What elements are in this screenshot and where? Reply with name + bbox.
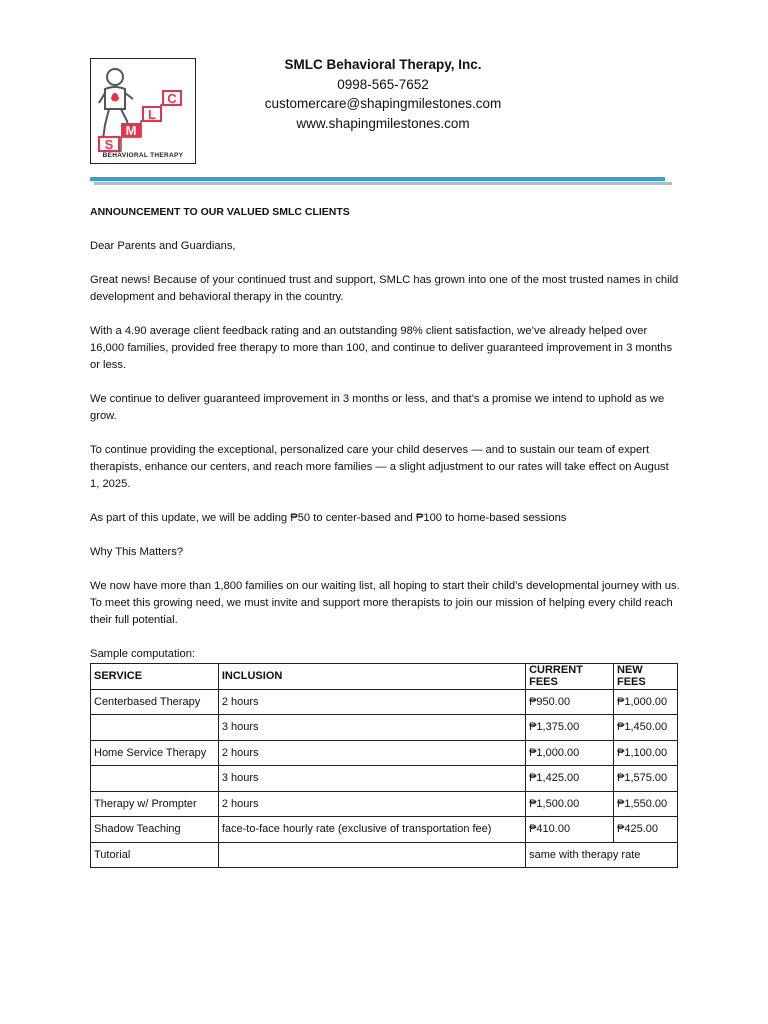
header-divider-blue (90, 177, 665, 181)
cell-inclusion: 2 hours (218, 791, 525, 817)
logo-caption: BEHAVIORAL THERAPY (102, 152, 184, 159)
cell-service (91, 715, 219, 741)
cell-service: Therapy w/ Prompter (91, 791, 219, 817)
cell-new-fee: ₱1,100.00 (614, 740, 678, 766)
header-inclusion: INCLUSION (218, 664, 525, 690)
cell-new-fee: ₱1,000.00 (614, 689, 678, 715)
cell-inclusion: 2 hours (218, 689, 525, 715)
cell-current-fee: ₱1,500.00 (526, 791, 614, 817)
logo-letter-l: L (148, 107, 156, 122)
company-phone: 0998-565-7652 (337, 76, 429, 92)
table-row (91, 791, 678, 817)
cell-service: Home Service Therapy (91, 740, 219, 766)
header-service: SERVICE (91, 664, 219, 690)
cell-inclusion: 2 hours (218, 740, 525, 766)
paragraph-growth: Great news! Because of your continued trust and support, SMLC has grown into one of the most trusted names in child development and behavioral therapy in the country. (90, 274, 679, 303)
salutation: Dear Parents and Guardians, (90, 240, 236, 252)
cell-new-fee: ₱1,575.00 (614, 766, 678, 792)
cell-current-fee: ₱1,425.00 (526, 766, 614, 792)
cell-current-fee: ₱1,375.00 (526, 715, 614, 741)
company-name: SMLC Behavioral Therapy, Inc. (284, 57, 482, 72)
paragraph-update: As part of this update, we will be adding ₱50 to center-based and ₱100 to home-based sessions (90, 512, 567, 524)
paragraph-rate-adjustment: To continue providing the exceptional, personalized care your child deserves — and to sustain our team of expert therapists, enhance our centers, and reach more families — a slight adjustment to our rates will take effect on August 1, 2025. (90, 444, 669, 490)
table-row-tutorial (91, 842, 678, 868)
table-row (91, 740, 678, 766)
header-divider-shadow (94, 182, 672, 185)
logo-letter-m: M (125, 123, 137, 138)
announcement-title: ANNOUNCEMENT TO OUR VALUED SMLC CLIENTS (90, 206, 350, 218)
cell-inclusion (218, 842, 525, 868)
logo-letter-s: S (104, 137, 114, 152)
table-row (91, 766, 678, 792)
sample-computation-label: Sample computation: (90, 648, 196, 660)
table-row (91, 715, 678, 741)
paragraph-stats: With a 4.90 average client feedback rating and an outstanding 98% client satisfaction, we’ve already helped over 16,000 families, provided free therapy to more than 100, and continue to deliver guaranteed improvement in 3 months or less. (90, 325, 673, 371)
table-header-row (91, 664, 678, 690)
header-new-fees: NEW FEES (614, 664, 678, 690)
logo-letter-c: C (167, 91, 177, 106)
why-heading: Why This Matters? (90, 546, 184, 558)
cell-service: Centerbased Therapy (91, 689, 219, 715)
cell-new-fee: ₱425.00 (614, 817, 678, 843)
cell-new-fee: ₱1,550.00 (614, 791, 678, 817)
paragraph-waiting-list: We now have more than 1,800 families on our waiting list, all hoping to start their child’s developmental journey with us. To meet this growing need, we must invite and support more therapists to join our mission of helping every child reach their full potential. (90, 580, 680, 626)
header-current-fees: CURRENT FEES (526, 664, 614, 690)
cell-inclusion: 3 hours (218, 715, 525, 741)
cell-current-fee: ₱950.00 (526, 689, 614, 715)
company-info (258, 55, 508, 133)
cell-service (91, 766, 219, 792)
cell-service: Tutorial (91, 842, 219, 868)
logo-graphic (91, 59, 195, 163)
cell-current-fee: ₱410.00 (526, 817, 614, 843)
table-row (91, 689, 678, 715)
cell-service: Shadow Teaching (91, 817, 219, 843)
cell-inclusion: 3 hours (218, 766, 525, 792)
cell-new-fee: ₱1,450.00 (614, 715, 678, 741)
cell-current-fee: ₱1,000.00 (526, 740, 614, 766)
paragraph-promise: We continue to deliver guaranteed improvement in 3 months or less, and that’s a promise we intend to uphold as we grow. (90, 393, 665, 422)
cell-tutorial-fees: same with therapy rate (526, 842, 678, 868)
company-website[interactable]: www.shapingmilestones.com (296, 115, 470, 131)
table-row (91, 817, 678, 843)
fee-table (90, 663, 678, 868)
company-logo (90, 58, 196, 164)
cell-inclusion: face-to-face hourly rate (exclusive of transportation fee) (218, 817, 525, 843)
letter-body (90, 204, 680, 664)
company-email[interactable]: customercare@shapingmilestones.com (264, 96, 502, 111)
